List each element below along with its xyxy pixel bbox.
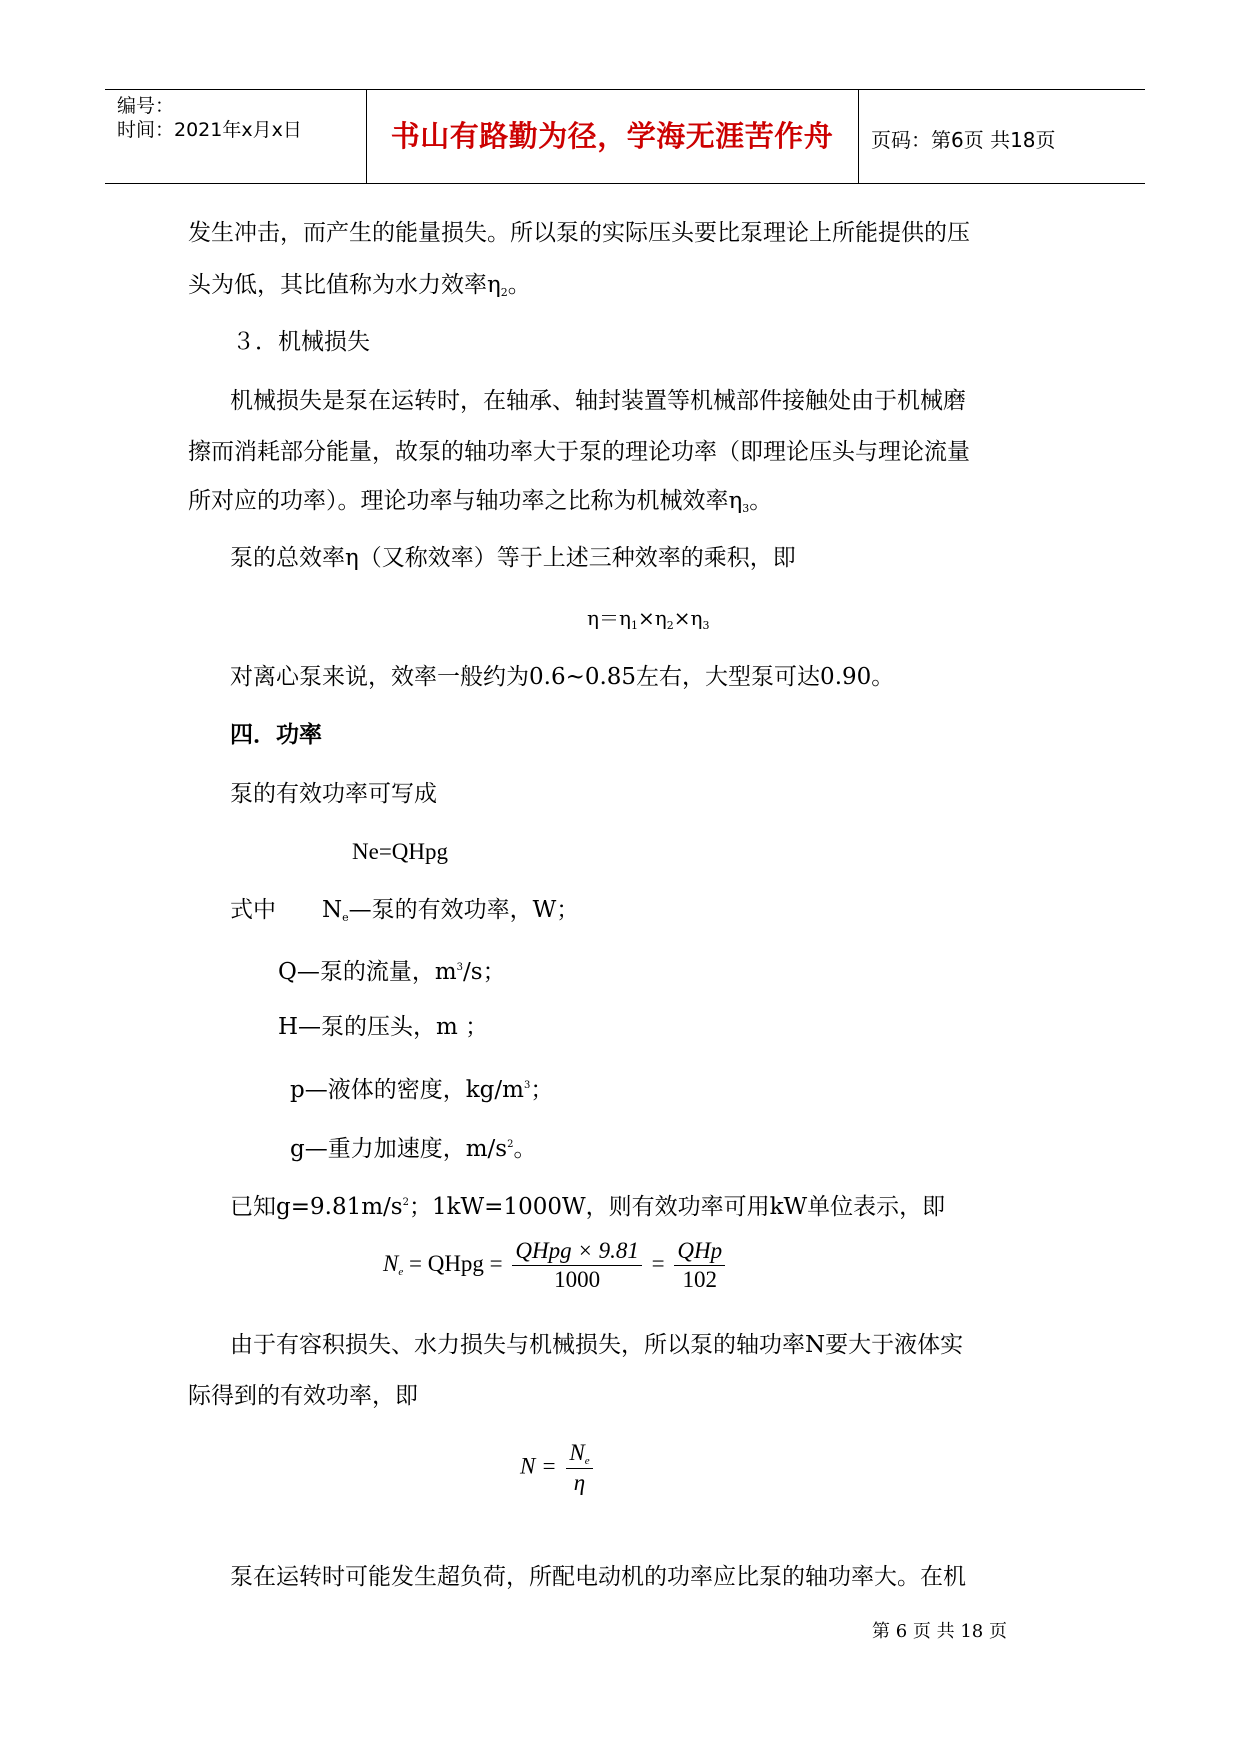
paragraph-7-line-1: 由于有容积损失、水力损失与机械损失，所以泵的轴功率N要大于液体实 (230, 1332, 964, 1358)
paragraph-2-line-3: 所对应的功率）。理论功率与轴功率之比称为机械效率$\eta_3$。 (188, 488, 773, 515)
fraction-1: $\frac{\text{QHpg × 9.81}}{1000}$ (512, 1238, 642, 1293)
definition-h: H—泵的压头，m ； (278, 1014, 489, 1040)
paragraph-4: 对离心泵来说，效率一般约为0.6~0.85左右，大型泵可达0.90。 (230, 664, 895, 690)
fraction-ne-over-eta: $\frac{N_e}{\eta}$ (566, 1440, 592, 1496)
header-meta (117, 94, 302, 142)
paragraph-2-line-1: 机械损失是泵在运转时，在轴承、轴封装置等机械部件接触处由于机械磨 (230, 388, 966, 414)
definition-q: Q—泵的流量，$m^3/s$； (278, 959, 506, 985)
paragraph-2-line-2: 擦而消耗部分能量，故泵的轴功率大于泵的理论功率（即理论压头与理论流量 (188, 439, 970, 465)
paragraph-1-line-2: 头为低，其比值称为水力效率$\eta_2$。 (188, 272, 531, 299)
paragraph-7-line-2: 际得到的有效功率，即 (188, 1383, 418, 1409)
serial-label: 编号： (117, 95, 175, 117)
header-motto: 书山有路勤为径，学海无涯苦作舟 (390, 119, 834, 153)
time-label: 时间：2021年x月x日 (117, 119, 302, 141)
paragraph-3: 泵的总效率η（又称效率）等于上述三种效率的乘积，即 (230, 545, 796, 571)
section-heading-power: 四．功率 (230, 722, 322, 748)
header-divider-right (858, 90, 859, 183)
page-footer: 第 6 页 共 18 页 (872, 1621, 1007, 1642)
equation-effective-power: Ne=QHpg (352, 839, 449, 864)
equation-power-kw: $N_e$ = QHpg = $\frac{\text{QHpg × 9.81}}{1000}$ = $\frac{\text{QHp}}{102}$ (383, 1238, 729, 1293)
header-page-label: 页码：第6页 共18页 (871, 128, 1056, 152)
subheading-mechanical-loss: ３．机械损失 (232, 329, 370, 355)
paragraph-6: 已知$g=9.81m/s^2$；1kW=1000W，则有效功率可用kW单位表示，即 (230, 1194, 946, 1220)
paragraph-1-line-1: 发生冲击，而产生的能量损失。所以泵的实际压头要比泵理论上所能提供的压 (188, 220, 970, 246)
page-header (105, 89, 1145, 184)
definition-ne: 式中 $N_e—$泵的有效功率，W； (230, 897, 580, 924)
paragraph-5: 泵的有效功率可写成 (230, 781, 437, 807)
equation-total-efficiency: $\eta=\eta_1\times\eta_2\times\eta_3$ (587, 606, 710, 632)
equation-shaft-power: N = $\frac{N_e}{\eta}$ (520, 1440, 597, 1496)
definition-p: p—液体的密度，$kg/m^3$； (290, 1077, 554, 1103)
definition-g: g—重力加速度，$m/s^2$。 (290, 1136, 537, 1162)
paragraph-8: 泵在运转时可能发生超负荷，所配电动机的功率应比泵的轴功率大。在机 (230, 1564, 966, 1590)
fraction-2: $\frac{\text{QHp}}{102}$ (674, 1238, 725, 1293)
